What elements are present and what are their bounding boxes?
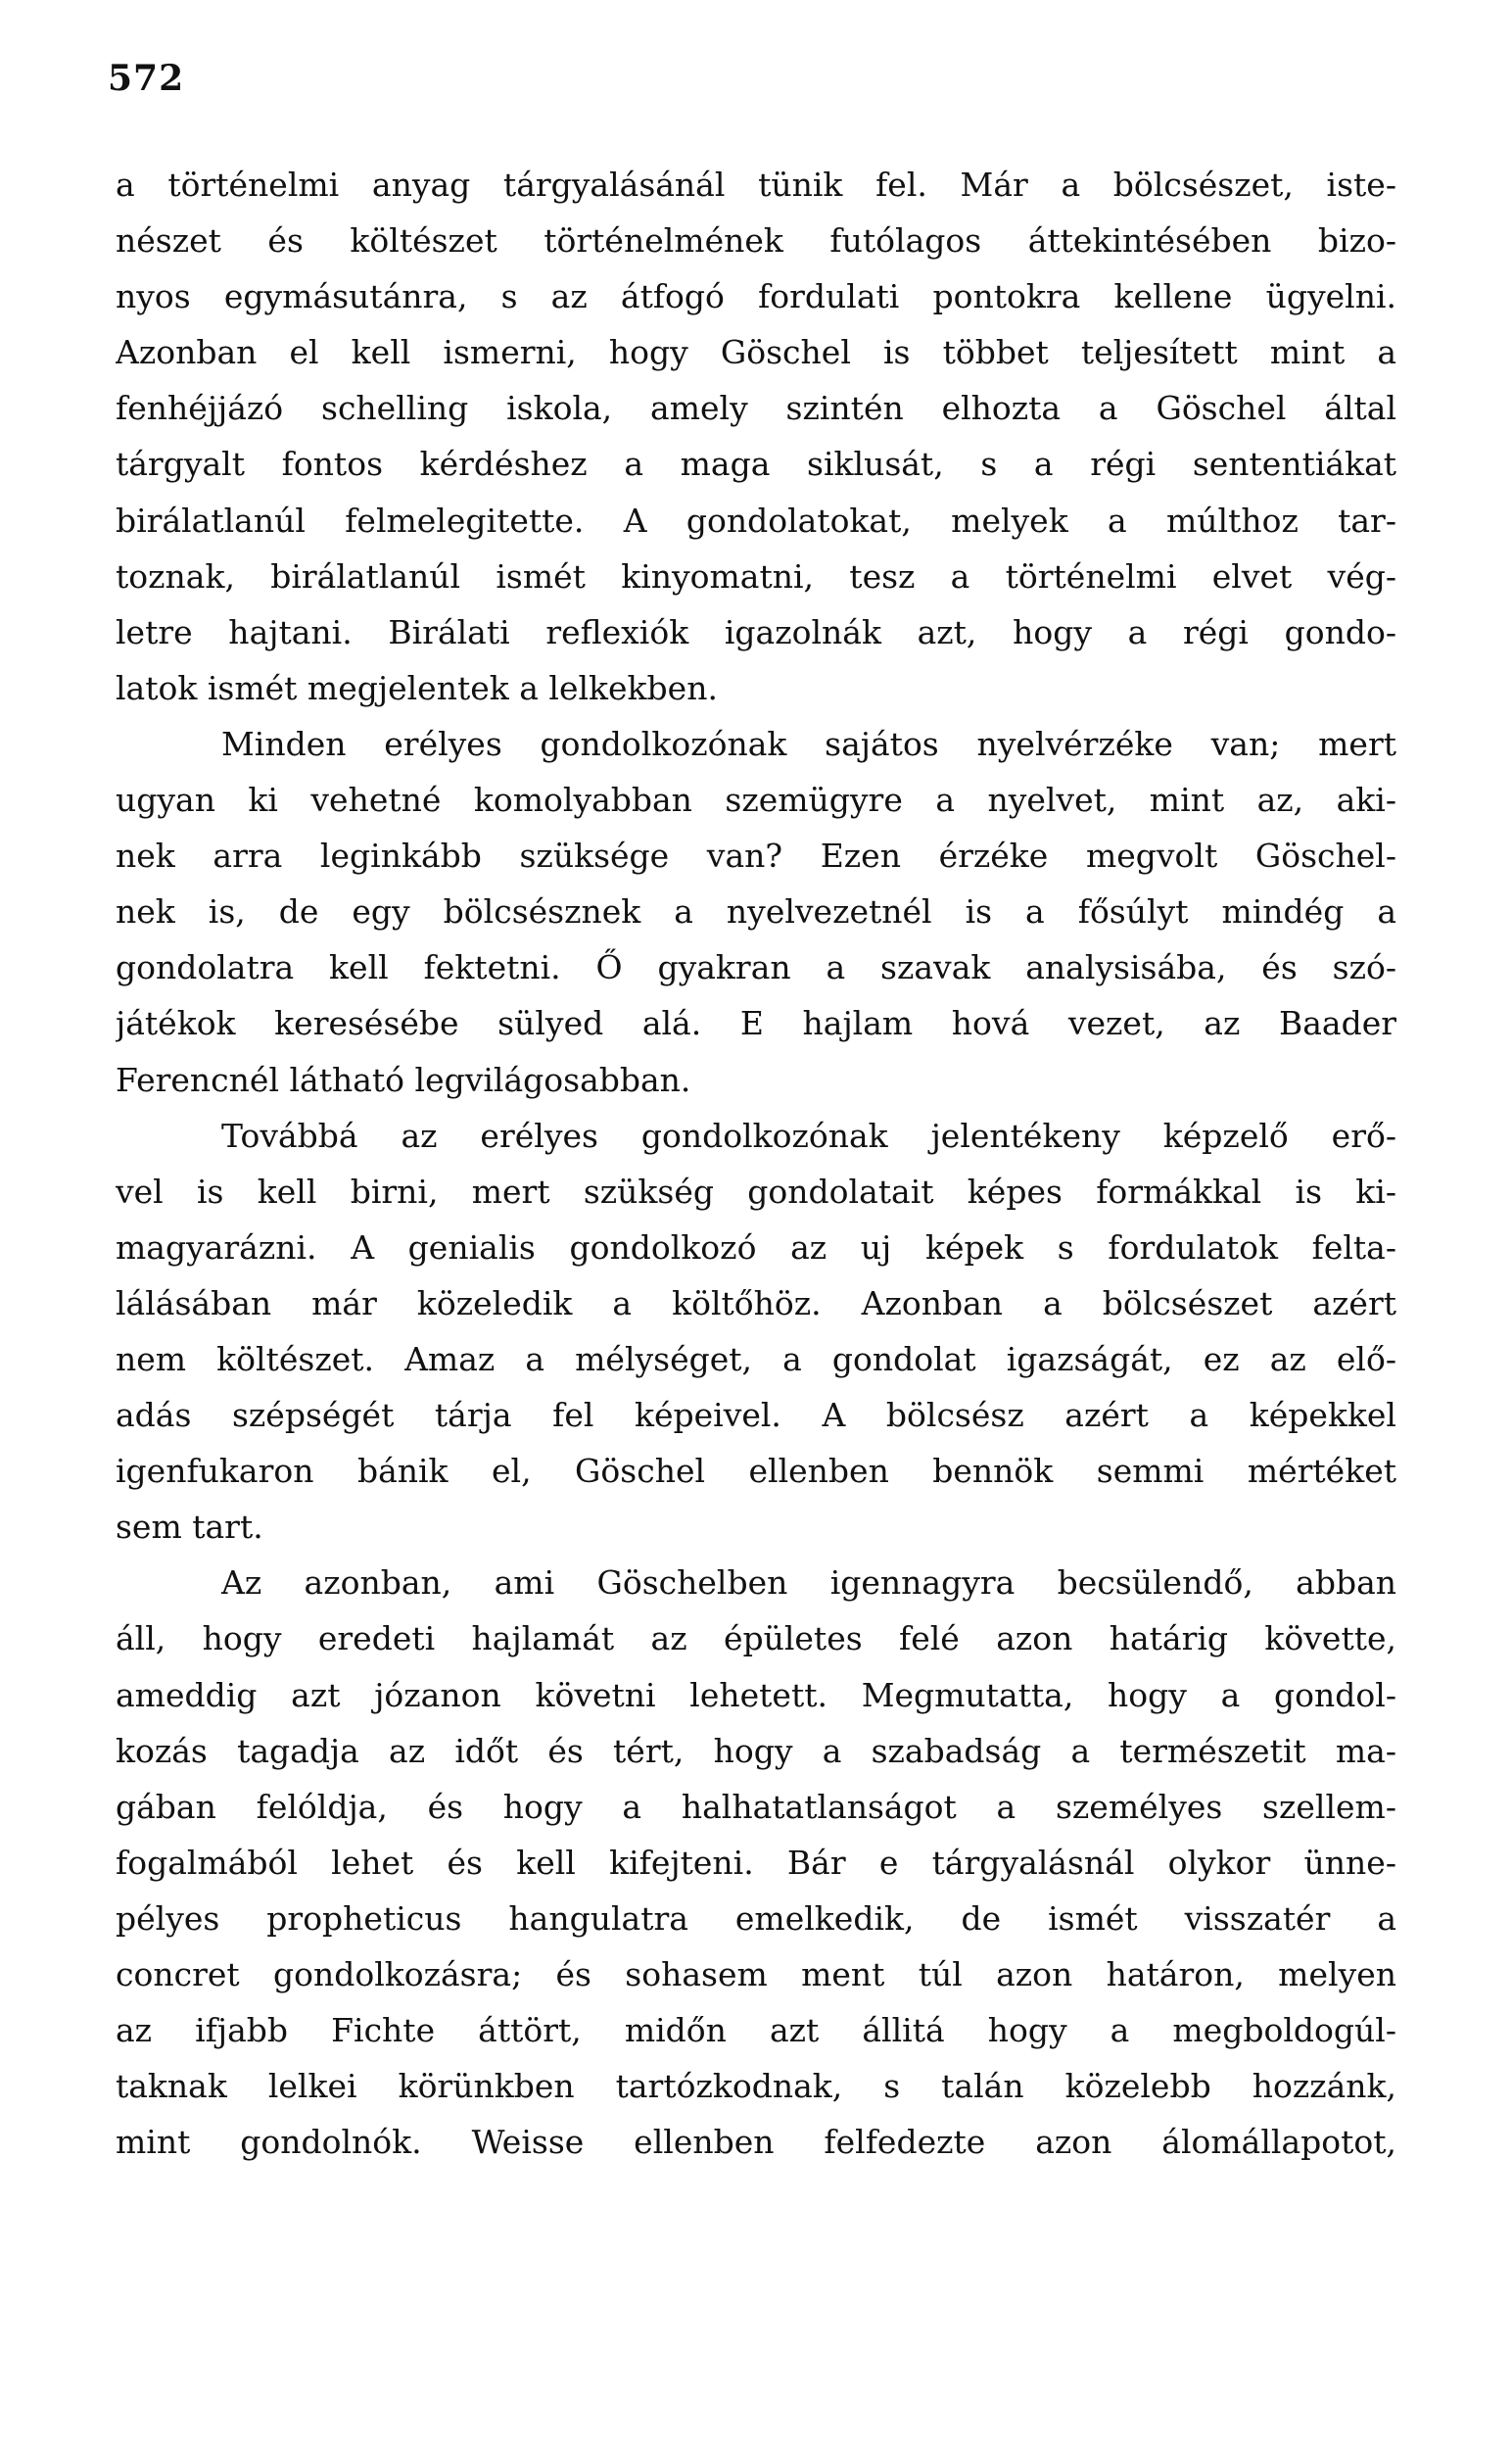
text-line: tárgyalt fontos kérdéshez a maga siklusát, s a régi sententiákat bbox=[116, 445, 1396, 484]
text-line: igenfukaron bánik el, Göschel ellenben bennök semmi mértéket bbox=[116, 1452, 1396, 1491]
text-line: Az azonban, ami Göschelben igennagyra becsülendő, abban bbox=[221, 1563, 1396, 1603]
text-line: nek is, de egy bölcsésznek a nyelvezetnél is a fősúlyt mindég a bbox=[116, 892, 1396, 932]
text-line: fogalmából lehet és kell kifejteni. Bár e tárgyalásnál olykor ünne- bbox=[116, 1843, 1396, 1882]
text-line: nek arra leginkább szüksége van? Ezen érzéke megvolt Göschel- bbox=[116, 837, 1396, 876]
text-line: nem költészet. Amaz a mélységet, a gondolat igazságát, ez az elő- bbox=[116, 1339, 1396, 1378]
page-number: 572 bbox=[108, 58, 185, 99]
text-line: nészet és költészet történelmének futólagos áttekintésében bizo- bbox=[116, 221, 1396, 261]
body-text bbox=[116, 157, 1396, 2170]
text-line: fenhéjjázó schelling iskola, amely szintén elhozta a Göschel által bbox=[116, 389, 1396, 428]
text-line: gondolatra kell fektetni. Ő gyakran a szavak analysisába, és szó- bbox=[116, 948, 1396, 987]
text-line: gában felóldja, és hogy a halhatatlanságot a személyes szellem- bbox=[116, 1787, 1396, 1826]
text-line: áll, hogy eredeti hajlamát az épületes felé azon határig követte, bbox=[116, 1619, 1396, 1658]
text-line: az ifjabb Fichte áttört, midőn azt állitá hogy a megboldogúl- bbox=[116, 2011, 1396, 2050]
text-line: sem tart. bbox=[116, 1508, 263, 1547]
text-line: concret gondolkozásra; és sohasem ment túl azon határon, melyen bbox=[116, 1955, 1396, 1993]
text-line: adás szépségét tárja fel képeivel. A bölcsész azért a képekkel bbox=[116, 1396, 1396, 1435]
text-line: birálatlanúl felmelegitette. A gondolatokat, melyek a múlthoz tar- bbox=[116, 501, 1396, 540]
text-line: Azonban el kell ismerni, hogy Göschel is többet teljesített mint a bbox=[116, 333, 1396, 372]
text-line: kozás tagadja az időt és tért, hogy a szabadság a természetit ma- bbox=[116, 1731, 1396, 1770]
text-line: latok ismét megjelentek a lelkekben. bbox=[116, 668, 718, 707]
text-line: vel is kell birni, mert szükség gondolatait képes formákkal is ki- bbox=[116, 1172, 1396, 1211]
text-line: toznak, birálatlanúl ismét kinyomatni, tesz a történelmi elvet vég- bbox=[116, 556, 1396, 596]
text-line: Továbbá az erélyes gondolkozónak jelentékeny képzelő erő- bbox=[221, 1116, 1396, 1155]
text-line: Ferencnél látható legvilágosabban. bbox=[116, 1060, 691, 1099]
text-line: ameddig azt józanon követni lehetett. Megmutatta, hogy a gondol- bbox=[116, 1675, 1396, 1714]
text-line: a történelmi anyag tárgyalásánál tünik fel. Már a bölcsészet, iste- bbox=[116, 166, 1396, 204]
text-line: letre hajtani. Birálati reflexiók igazolnák azt, hogy a régi gondo- bbox=[116, 612, 1396, 651]
text-line: nyos egymásutánra, s az átfogó fordulati pontokra kellene ügyelni. bbox=[116, 277, 1396, 316]
text-line: lálásában már közeledik a költőhöz. Azonban a bölcsészet azért bbox=[116, 1283, 1396, 1322]
text-line: taknak lelkei körünkben tartózkodnak, s talán közelebb hozzánk, bbox=[116, 2067, 1396, 2106]
text-line: ugyan ki vehetné komolyabban szemügyre a nyelvet, mint az, aki- bbox=[116, 781, 1396, 820]
text-line: mint gondolnók. Weisse ellenben felfedezte azon álomállapotot, bbox=[116, 2123, 1396, 2162]
text-line: játékok keresésébe sülyed alá. E hajlam hová vezet, az Baader bbox=[116, 1004, 1396, 1043]
text-line: magyarázni. A genialis gondolkozó az uj képek s fordulatok felta- bbox=[116, 1227, 1396, 1267]
text-line: pélyes propheticus hangulatra emelkedik, de ismét visszatér a bbox=[116, 1898, 1396, 1938]
text-line: Minden erélyes gondolkozónak sajátos nyelvérzéke van; mert bbox=[221, 724, 1396, 763]
